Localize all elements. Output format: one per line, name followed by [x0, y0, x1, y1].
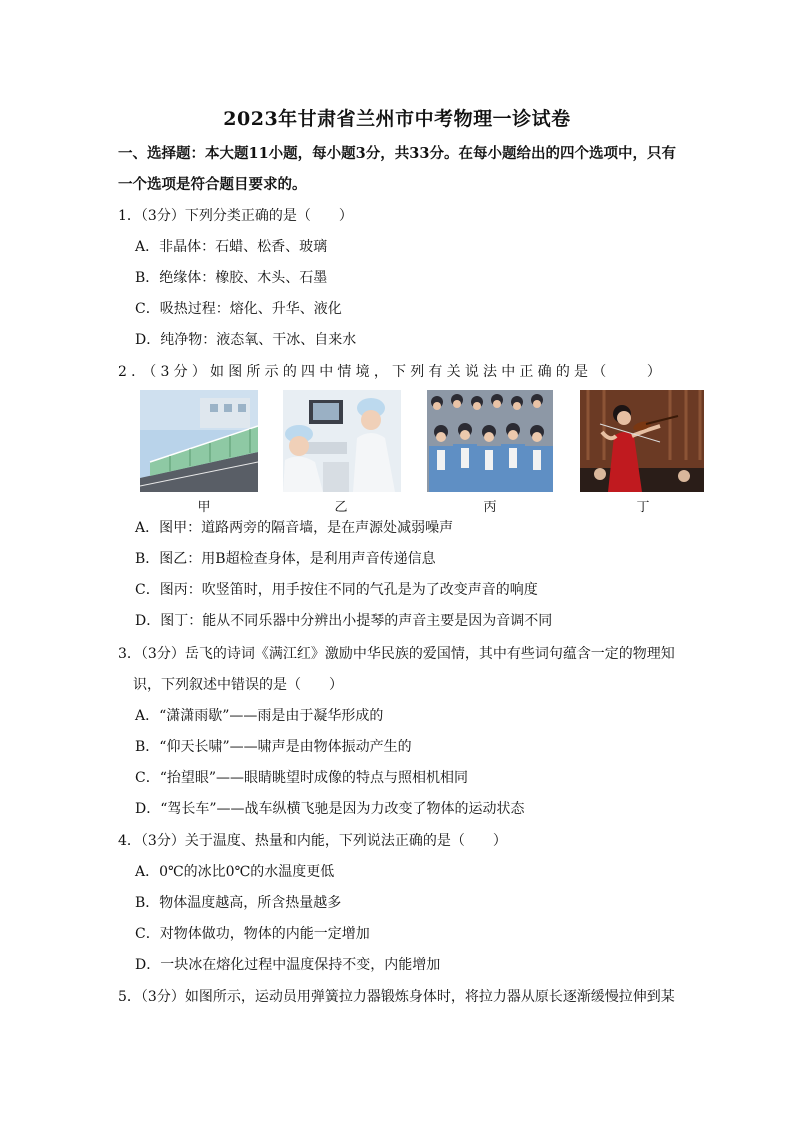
question-3-option-a: A．“潇潇雨歇”——雨是由于凝华形成的	[135, 708, 384, 724]
question-2-option-d: D．图丁：能从不同乐器中分辨出小提琴的声音主要是因为音调不同	[135, 613, 553, 629]
question-3-stem-line-2: 识，下列叙述中错误的是（ ）	[133, 677, 343, 693]
question-2-option-a: A．图甲：道路两旁的隔音墙，是在声源处减弱噪声	[135, 520, 454, 536]
question-5-stem: 5．（3分）如图所示，运动员用弹簧拉力器锻炼身体时，将拉力器从原长逐渐缓慢拉伸到某	[118, 989, 675, 1005]
question-4-stem: 4．（3分）关于温度、热量和内能，下列说法正确的是（ ）	[118, 833, 507, 849]
question-2-option-c: C．图丙：吹竖笛时，用手按住不同的气孔是为了改变声音的响度	[135, 582, 538, 598]
page-title: 2023年甘肃省兰州市中考物理一诊试卷	[223, 108, 571, 130]
question-4-option-c: C．对物体做功，物体的内能一定增加	[135, 926, 370, 942]
figure-caption-jia: 甲	[197, 500, 211, 515]
figure-caption-ding: 丁	[636, 500, 650, 515]
section-heading-line-1: 一、选择题：本大题11小题，每小题3分，共33分。在每小题给出的四个选项中，只有	[118, 145, 676, 162]
figure-yi-ultrasound-image	[283, 390, 401, 492]
figure-ding-violinist-image	[580, 390, 704, 492]
question-1-option-b: B．绝缘体：橡胶、木头、石墨	[135, 270, 328, 286]
question-3-stem-line-1: 3．（3分）岳飞的诗词《满江红》激励中华民族的爱国情，其中有些词句蕴含一定的物理知	[118, 646, 675, 662]
question-4-option-b: B．物体温度越高，所含热量越多	[135, 895, 342, 911]
question-1-stem: 1．（3分）下列分类正确的是（ ）	[118, 208, 353, 224]
question-1-option-d: D．纯净物：液态氧、干冰、自来水	[135, 332, 357, 348]
figure-bing-students-recorders-image	[427, 390, 553, 492]
question-1-option-a: A．非晶体：石蜡、松香、玻璃	[135, 239, 328, 255]
question-4-option-d: D．一块冰在熔化过程中温度保持不变，内能增加	[135, 957, 441, 973]
section-heading-line-2: 一个选项是符合题目要求的。	[118, 176, 307, 193]
question-3-option-d: D．“驾长车”——战车纵横飞驰是因为力改变了物体的运动状态	[135, 801, 525, 817]
figure-caption-bing: 丙	[483, 500, 497, 515]
question-1-option-c: C．吸热过程：熔化、升华、液化	[135, 301, 342, 317]
question-2-stem: 2．（3分）如图所示的四中情境，下列有关说法中正确的是（ ）	[118, 364, 666, 380]
question-3-option-c: C．“抬望眼”——眼睛眺望时成像的特点与照相机相同	[135, 770, 469, 786]
question-4-option-a: A．0℃的冰比0℃的水温度更低	[135, 864, 335, 880]
figure-jia-sound-barrier-image	[140, 390, 258, 492]
figure-caption-yi: 乙	[334, 500, 348, 515]
question-3-option-b: B．“仰天长啸”——啸声是由物体振动产生的	[135, 739, 412, 755]
question-2-option-b: B．图乙：用B超检查身体，是利用声音传递信息	[135, 551, 436, 567]
